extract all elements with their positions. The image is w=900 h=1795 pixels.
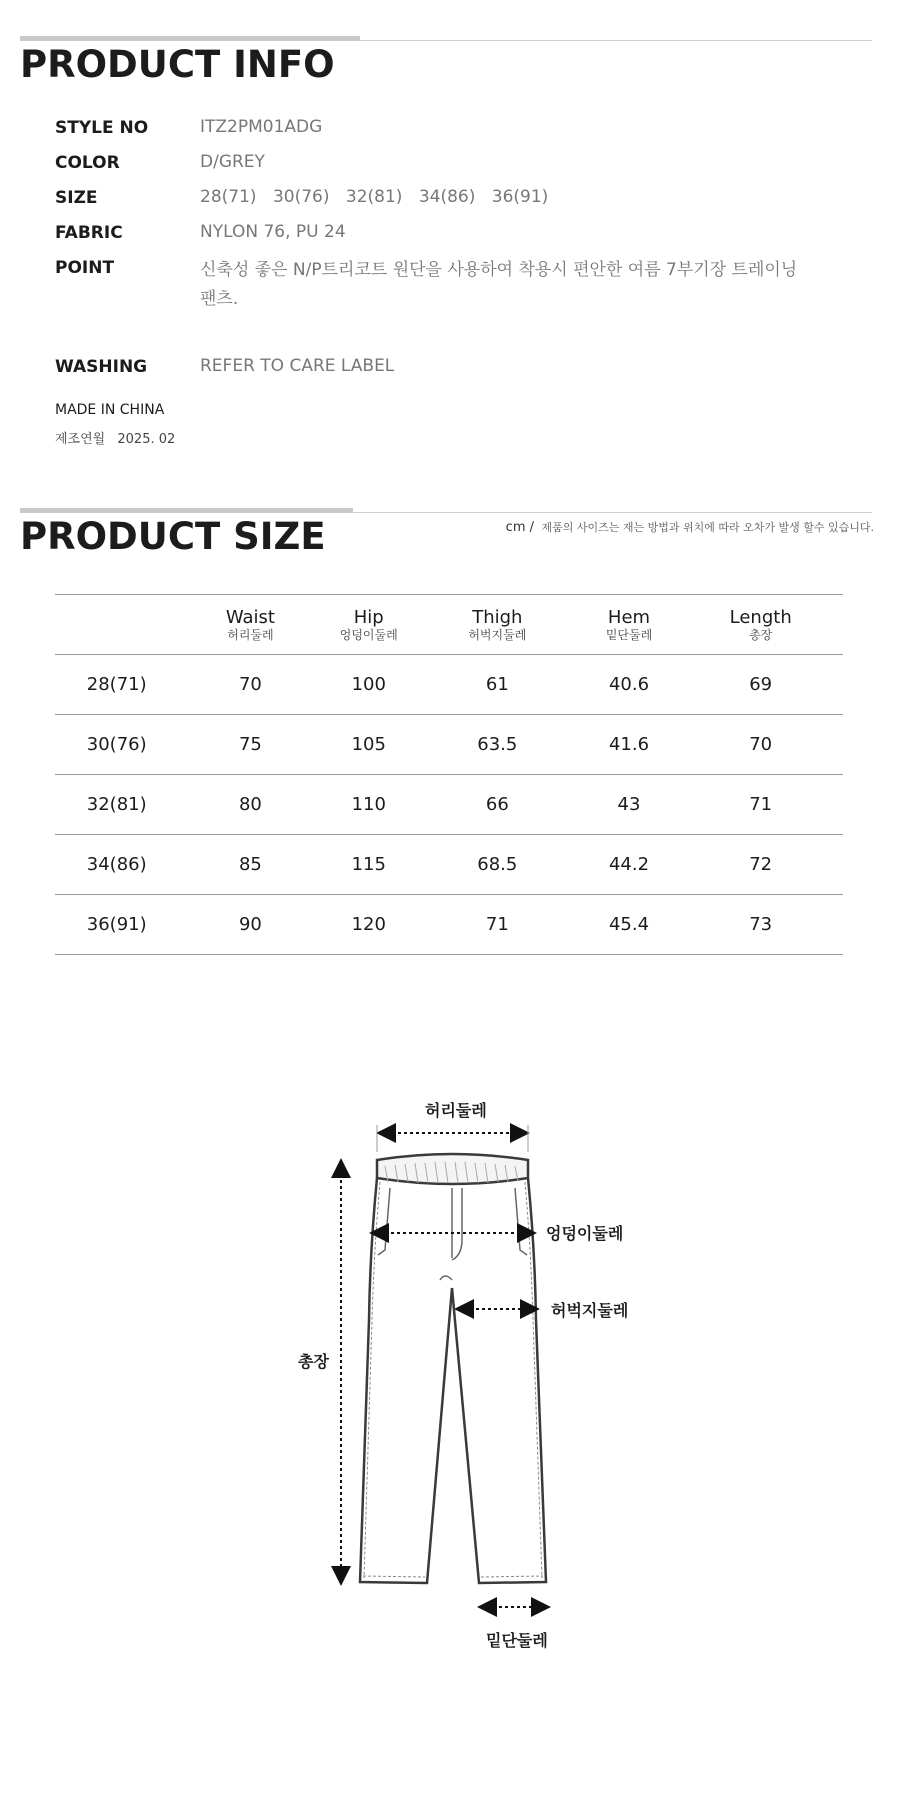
row-size: 32(81) [55, 775, 178, 835]
fabric-label: FABRIC [55, 223, 123, 243]
mfg-date-label: 제조연월 [55, 432, 106, 447]
cell-hip: 105 [322, 715, 415, 775]
table-row [55, 895, 843, 955]
cell-thigh: 68.5 [415, 835, 580, 895]
color-label: COLOR [55, 153, 120, 173]
cell-length: 70 [678, 715, 843, 775]
cell-thigh: 61 [415, 655, 580, 715]
manufacture-date [55, 428, 175, 447]
cell-waist: 80 [178, 775, 322, 835]
product-size-title: PRODUCT SIZE [20, 515, 326, 558]
header-length: Length 총장 [678, 595, 843, 655]
cell-length: 73 [678, 895, 843, 955]
row-size: 28(71) [55, 655, 178, 715]
mfg-date-value: 2025. 02 [117, 432, 176, 447]
length-diagram-label: 총장 [298, 1352, 329, 1371]
cell-waist: 70 [178, 655, 322, 715]
header-hip: Hip 엉덩이둘레 [322, 595, 415, 655]
size-measurement-note [506, 519, 874, 535]
style-no-label: STYLE NO [55, 118, 149, 138]
cell-length: 71 [678, 775, 843, 835]
product-info-title: PRODUCT INFO [20, 43, 335, 86]
hip-diagram-label: 엉덩이둘레 [546, 1224, 624, 1243]
row-size: 34(86) [55, 835, 178, 895]
table-header-row [55, 595, 843, 655]
fabric-value: NYLON 76, PU 24 [200, 222, 346, 242]
washing-value: REFER TO CARE LABEL [200, 356, 395, 376]
cell-hem: 43 [580, 775, 679, 835]
cell-waist: 90 [178, 895, 322, 955]
header-waist: Waist 허리둘레 [178, 595, 322, 655]
made-in-label: MADE IN CHINA [55, 402, 165, 418]
cell-waist: 85 [178, 835, 322, 895]
note-text: 제품의 사이즈는 재는 방법과 위치에 따라 오차가 발생 할수 있습니다. [541, 521, 874, 534]
cell-length: 72 [678, 835, 843, 895]
size-values [200, 183, 559, 212]
cell-thigh: 66 [415, 775, 580, 835]
cell-length: 69 [678, 655, 843, 715]
size-header-accent-bar [20, 508, 353, 513]
row-size: 30(76) [55, 715, 178, 775]
size-option: 30(76) [272, 187, 330, 207]
thigh-diagram-label: 허벅지둘레 [551, 1301, 629, 1320]
hem-diagram-label: 밑단둘레 [486, 1631, 548, 1650]
table-row [55, 655, 843, 715]
style-no-value: ITZ2PM01ADG [200, 117, 323, 137]
unit-label: cm / [505, 520, 534, 535]
cell-hip: 115 [322, 835, 415, 895]
cell-hem: 44.2 [580, 835, 679, 895]
cell-hem: 45.4 [580, 895, 679, 955]
cell-thigh: 71 [415, 895, 580, 955]
header-blank [55, 595, 178, 655]
washing-label: WASHING [55, 357, 148, 377]
point-value [200, 256, 840, 314]
waist-diagram-label: 허리둘레 [425, 1101, 487, 1120]
cell-thigh: 63.5 [415, 715, 580, 775]
table-row [55, 775, 843, 835]
row-size: 36(91) [55, 895, 178, 955]
size-label: SIZE [55, 188, 98, 208]
cell-hem: 40.6 [580, 655, 679, 715]
color-value: D/GREY [200, 152, 265, 172]
cell-hip: 110 [322, 775, 415, 835]
size-option: 36(91) [491, 187, 549, 207]
pants-measurement-diagram [0, 1090, 900, 1670]
point-line-1: 신축성 좋은 N/P트리코트 원단을 사용하여 착용시 편안한 여름 7부기장 트레이닝 [200, 260, 798, 280]
header-thigh: Thigh 허벅지둘레 [415, 595, 580, 655]
table-row [55, 835, 843, 895]
header-hem: Hem 밑단둘레 [580, 595, 679, 655]
table-row [55, 715, 843, 775]
cell-waist: 75 [178, 715, 322, 775]
point-label: POINT [55, 258, 115, 278]
size-option: 32(81) [345, 187, 403, 207]
size-option: 34(86) [418, 187, 476, 207]
point-line-2: 팬츠. [200, 289, 239, 309]
info-header-accent-bar [20, 36, 360, 41]
cell-hip: 120 [322, 895, 415, 955]
cell-hem: 41.6 [580, 715, 679, 775]
size-table [55, 594, 843, 955]
cell-hip: 100 [322, 655, 415, 715]
pants-stitching [363, 1182, 543, 1578]
size-option: 28(71) [200, 187, 257, 207]
